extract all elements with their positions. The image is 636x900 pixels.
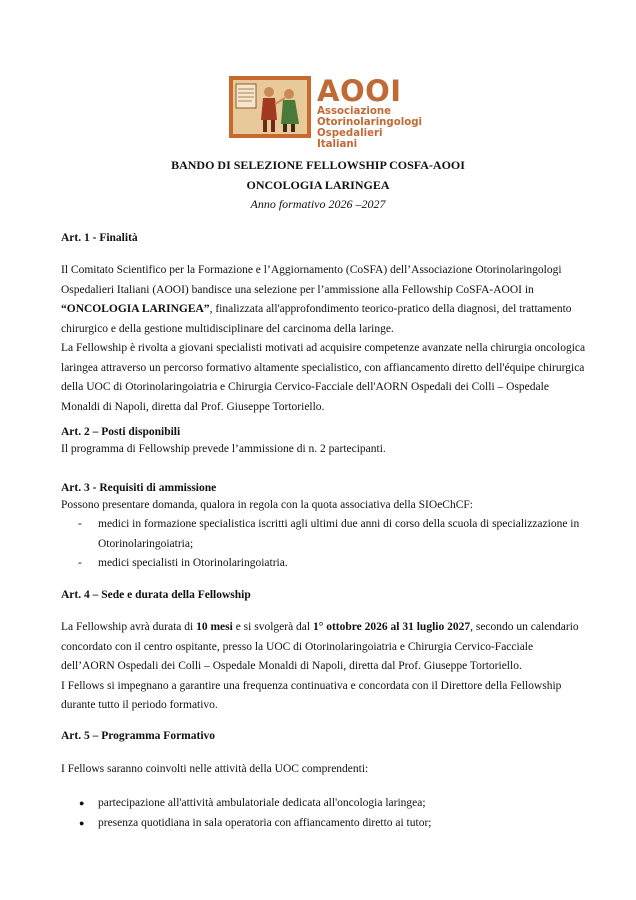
art4-dates: 1° ottobre 2026 al 31 luglio 2027 (313, 621, 471, 633)
bullet-icon: ● (79, 817, 85, 828)
art5-item-2: presenza quotidiana in sala operatoria con affiancamento diretto ai tutor; (98, 816, 432, 829)
list-item (61, 515, 586, 554)
art5-intro: I Fellows saranno coinvolti nelle attività della UOC comprendenti: (61, 763, 369, 775)
art1-body (61, 261, 586, 417)
art1-p1-highlight: “ONCOLOGIA LARINGEA” (61, 303, 210, 315)
art4-p1-text-2: e si svolgerà dal (232, 621, 313, 633)
art1-paragraph-1 (61, 261, 586, 339)
list-item (61, 554, 586, 574)
art1-paragraph-2: La Fellowship è rivolta a giovani specialisti motivati ad acquisire competenze avanzate nella chirurgia oncologica laringea attraverso un percorso formativo altamente specialistico, con affiancamento diretto dell'équipe chirurgica della UOC di Otorinolaringoiatria e Chirurgia Cervico-Facciale dell'AORN Ospedali dei Colli – Ospedale Monaldi di Napoli, diretta dal Prof. Giuseppe Tortoriello. (61, 342, 586, 413)
art2-paragraph: Il programma di Fellowship prevede l’ammissione di n. 2 partecipanti. (61, 443, 386, 455)
logo-illustration-icon (229, 76, 311, 138)
academic-year: Anno formativo 2026 –2027 (250, 197, 386, 211)
art2-title: Art. 2 – Posti disponibili (61, 426, 181, 438)
art4-p1-text-end: , secondo un calendario concordato con il centro ospitante, presso la UOC di Otorinolaringoiatria e Chirurgia Cervico-Facciale dell’AORN Ospedali dei Colli – Ospedale Monaldi di Napoli, diretta dal Prof. Giuseppe Tortoriello. (61, 621, 579, 672)
art4-paragraph-1 (61, 618, 586, 677)
list-item (61, 814, 586, 834)
dash-marker: - (78, 557, 82, 569)
art3-list (61, 515, 586, 574)
art4-paragraph-2: I Fellows si impegnano a garantire una frequenza continuativa e concordata con il Direttore della Fellowship durante tutto il periodo formativo. (61, 679, 562, 711)
art3-title: Art. 3 - Requisiti di ammissione (61, 482, 217, 494)
dash-marker: - (78, 518, 82, 530)
art5-item-1: partecipazione all'attività ambulatoriale dedicata all'oncologia laringea; (98, 797, 426, 809)
art1-title: Art. 1 - Finalità (61, 232, 138, 244)
document-subtitle: ONCOLOGIA LARINGEA (246, 178, 390, 192)
art3-item-2: medici specialisti in Otorinolaringoiatria. (98, 557, 288, 569)
art5-title: Art. 5 – Programma Formativo (61, 730, 216, 742)
art1-p1-text: Il Comitato Scientifico per la Formazione e l’Aggiornamento (CoSFA) dell’Associazione Otorinolaringologi Ospedalieri Italiani (AOOI) bandisce una selezione per l’ammissione alla Fellowship CoSFA-AOOI in (61, 264, 562, 296)
art4-duration: 10 mesi (196, 621, 233, 633)
aooi-logo (229, 74, 422, 150)
art5-list (61, 794, 586, 833)
art4-body (61, 618, 586, 716)
logo-brand (317, 76, 422, 150)
bullet-icon: ● (79, 798, 85, 808)
logo-subtitle-2: Otorinolaringologi (317, 117, 422, 128)
art3-intro: Possono presentare domanda, qualora in regola con la quota associativa della SIOeChCF: (61, 499, 473, 511)
list-item (61, 794, 586, 814)
logo-subtitle-1: Associazione (317, 106, 391, 117)
art4-title: Art. 4 – Sede e durata della Fellowship (61, 589, 251, 601)
art3-item-1: medici in formazione specialistica iscritti agli ultimi due anni di corso della scuola di specializzazione in Otorinolaringoiatria; (98, 518, 580, 550)
document-title: BANDO DI SELEZIONE FELLOWSHIP COSFA-AOOI (171, 158, 465, 172)
logo-name: AOOI (317, 74, 402, 108)
logo-subtitle-3: Ospedalieri Italiani (317, 128, 383, 150)
art4-p1-text: La Fellowship avrà durata di (61, 621, 197, 633)
art1-p1-text-end: , finalizzata all'approfondimento teorico-pratico della diagnosi, del trattamento chirurgico e della gestione multidisciplinare del carcinoma della laringe. (61, 303, 572, 335)
